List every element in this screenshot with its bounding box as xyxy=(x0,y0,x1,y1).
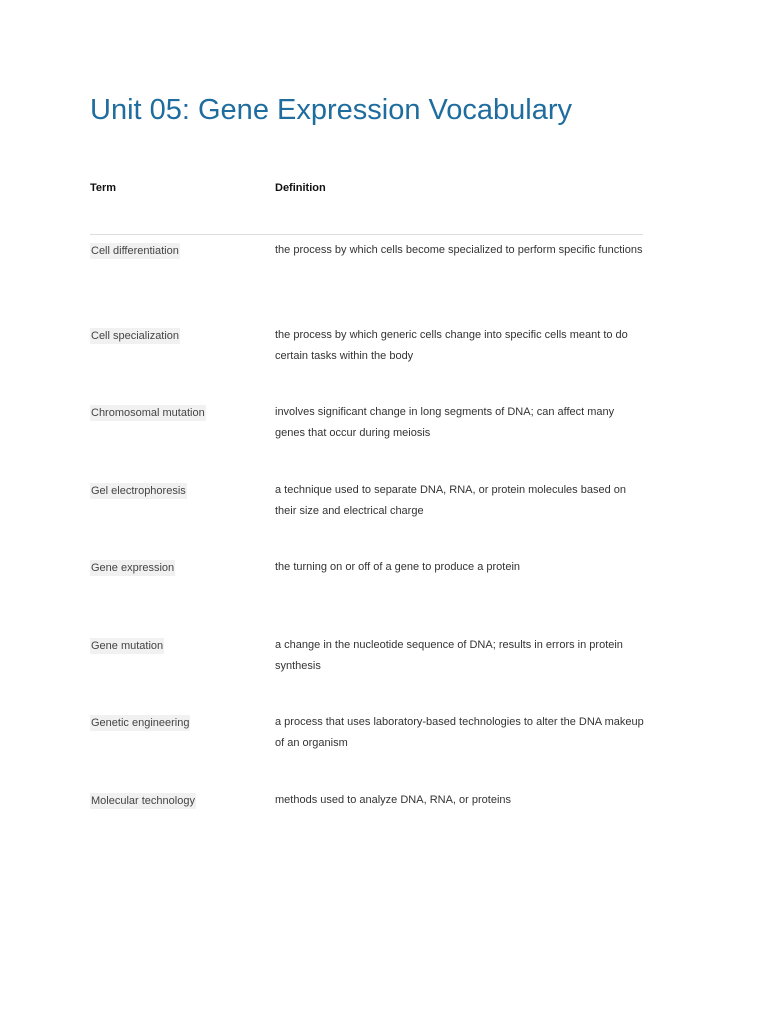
page-title: Unit 05: Gene Expression Vocabulary xyxy=(90,94,572,126)
definition-cell: the turning on or off of a gene to produce a protein xyxy=(275,561,521,573)
term-cell: Gene expression xyxy=(91,562,175,574)
definition-cell: the process by which cells become specialized to perform specific functions xyxy=(275,244,643,256)
term-cell: Gel electrophoresis xyxy=(91,485,186,497)
definition-cell: the process by which generic cells change into specific cells meant to do certain tasks within the body xyxy=(275,329,628,362)
term-cell: Chromosomal mutation xyxy=(91,407,205,419)
term-column-header: Term xyxy=(90,182,117,194)
term-cell: Cell specialization xyxy=(91,330,180,342)
term-cell: Genetic engineering xyxy=(91,717,190,729)
term-cell: Cell differentiation xyxy=(91,245,179,257)
table-header xyxy=(90,180,643,235)
term-cell: Molecular technology xyxy=(91,795,195,807)
definition-cell: a process that uses laboratory-based technologies to alter the DNA makeup of an organism xyxy=(275,716,644,749)
term-cell: Gene mutation xyxy=(91,640,164,652)
definition-cell: a technique used to separate DNA, RNA, or protein molecules based on their size and electrical charge xyxy=(275,484,626,517)
definition-cell: involves significant change in long segments of DNA; can affect many genes that occur during meiosis xyxy=(275,406,615,439)
definition-cell: methods used to analyze DNA, RNA, or proteins xyxy=(275,794,512,806)
definition-column-header: Definition xyxy=(275,182,326,194)
definition-cell: a change in the nucleotide sequence of DNA; results in errors in protein synthesis xyxy=(275,639,623,672)
